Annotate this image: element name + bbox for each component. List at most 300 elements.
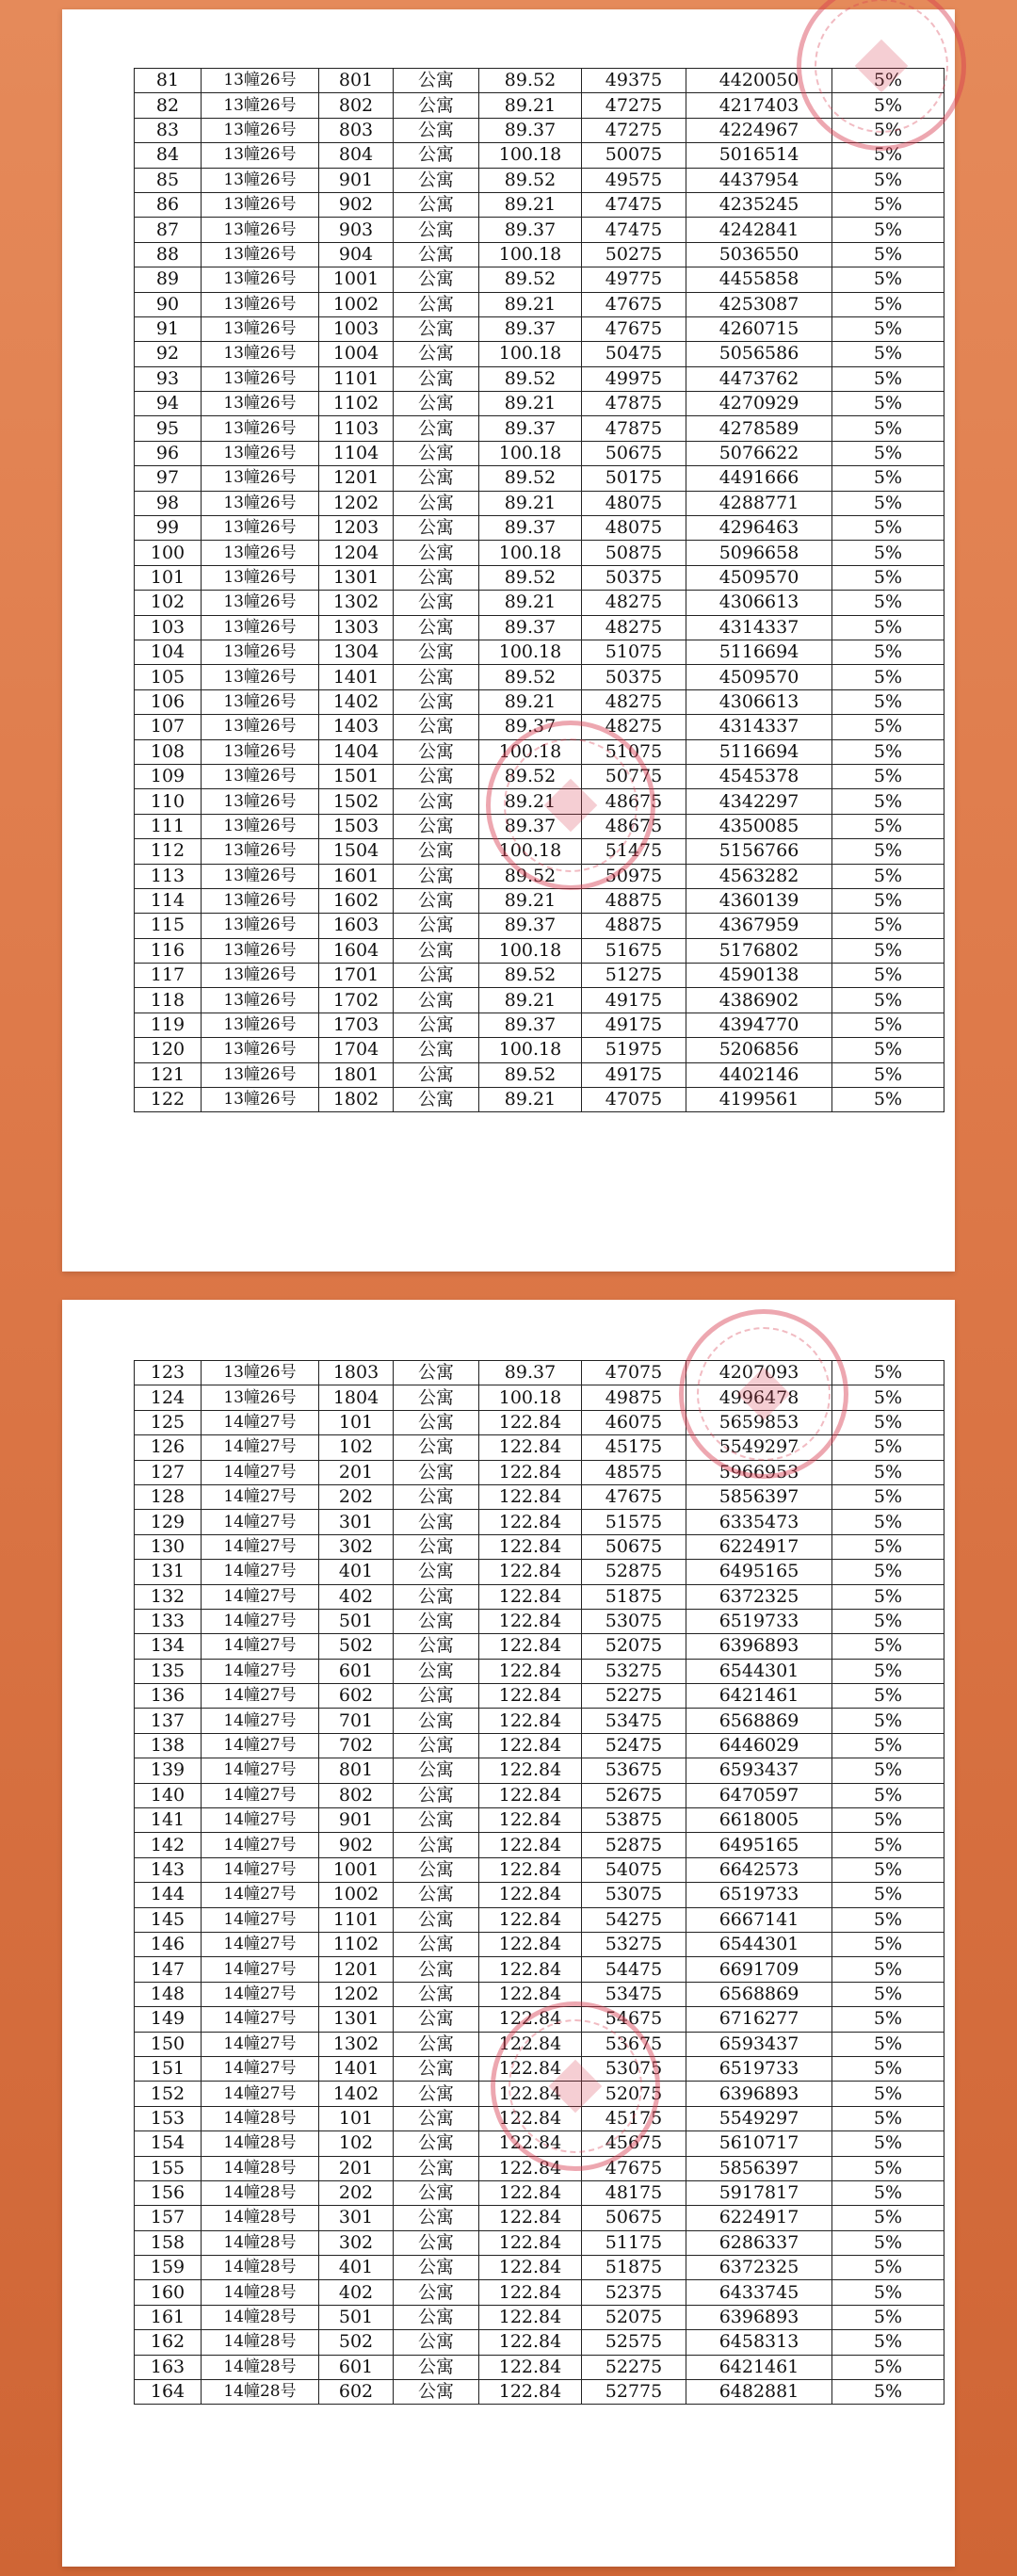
table-cell: 公寓 (394, 665, 479, 689)
table-cell: 155 (135, 2156, 202, 2180)
table-row (135, 192, 944, 217)
table-cell: 14幢27号 (202, 1460, 319, 1484)
table-cell: 14幢27号 (202, 2007, 319, 2032)
table-cell: 1302 (319, 2032, 394, 2056)
table-cell: 14幢27号 (202, 1435, 319, 1460)
table-cell: 5% (832, 1013, 944, 1037)
table-cell: 5% (832, 143, 944, 168)
table-cell: 701 (319, 1709, 394, 1733)
table-cell: 1201 (319, 466, 394, 491)
table-row (135, 2330, 944, 2355)
table-cell: 13幢26号 (202, 689, 319, 714)
table-cell: 5% (832, 988, 944, 1013)
table-cell: 5% (832, 938, 944, 963)
table-cell: 601 (319, 1659, 394, 1683)
table-cell: 5% (832, 739, 944, 764)
table-cell: 5076622 (686, 441, 832, 465)
table-cell: 5% (832, 2280, 944, 2305)
table-cell: 公寓 (394, 392, 479, 416)
table-cell: 公寓 (394, 118, 479, 142)
table-cell: 公寓 (394, 1932, 479, 1956)
table-cell: 6568869 (686, 1709, 832, 1733)
table-cell: 804 (319, 143, 394, 168)
table-cell: 51075 (582, 640, 686, 664)
table-cell: 14幢27号 (202, 1783, 319, 1807)
table-cell: 1202 (319, 491, 394, 515)
table-cell: 118 (135, 988, 202, 1013)
table-cell: 5549297 (686, 1435, 832, 1460)
table-row (135, 1088, 944, 1112)
table-cell: 4360139 (686, 888, 832, 913)
table-cell: 89.52 (479, 466, 582, 491)
table-cell: 公寓 (394, 416, 479, 441)
table-cell: 122.84 (479, 1659, 582, 1683)
table-cell: 14幢27号 (202, 1883, 319, 1907)
table-cell: 601 (319, 2355, 394, 2379)
table-cell: 公寓 (394, 316, 479, 341)
table-cell: 117 (135, 964, 202, 988)
table-cell: 201 (319, 1460, 394, 1484)
table-cell: 202 (319, 1484, 394, 1509)
table-cell: 5% (832, 2380, 944, 2405)
table-cell: 5% (832, 1460, 944, 1484)
table-cell: 6593437 (686, 2032, 832, 2056)
table-cell: 100.18 (479, 143, 582, 168)
table-cell: 47675 (582, 292, 686, 316)
table-cell: 5% (832, 491, 944, 515)
table-cell: 13幢26号 (202, 93, 319, 118)
table-row (135, 1808, 944, 1833)
table-cell: 93 (135, 366, 202, 391)
table-row (135, 1907, 944, 1932)
table-cell: 公寓 (394, 2206, 479, 2230)
table-row (135, 615, 944, 640)
table-cell: 5056586 (686, 342, 832, 366)
table-cell: 4207093 (686, 1361, 832, 1385)
table-cell: 122.84 (479, 1709, 582, 1733)
table-cell: 1401 (319, 665, 394, 689)
table-row (135, 392, 944, 416)
table-cell: 14幢28号 (202, 2256, 319, 2280)
table-cell: 130 (135, 1534, 202, 1559)
table-cell: 90 (135, 292, 202, 316)
table-cell: 122.84 (479, 2256, 582, 2280)
table-row (135, 964, 944, 988)
table-cell: 公寓 (394, 2106, 479, 2130)
table-cell: 1504 (319, 839, 394, 864)
table-cell: 89.52 (479, 764, 582, 788)
table-cell: 4455858 (686, 267, 832, 292)
table-cell: 46075 (582, 1410, 686, 1434)
table-cell: 公寓 (394, 2305, 479, 2329)
table-cell: 公寓 (394, 1584, 479, 1609)
table-cell: 公寓 (394, 2056, 479, 2081)
table-cell: 89.52 (479, 69, 582, 93)
table-cell: 5% (832, 888, 944, 913)
table-cell: 91 (135, 316, 202, 341)
table-cell: 113 (135, 864, 202, 888)
table-cell: 5% (832, 242, 944, 267)
table-cell: 1302 (319, 591, 394, 615)
table-cell: 122.84 (479, 2156, 582, 2180)
table-cell: 5% (832, 2056, 944, 2081)
table-cell: 102 (319, 2131, 394, 2156)
table-cell: 公寓 (394, 93, 479, 118)
table-row (135, 938, 944, 963)
table-cell: 302 (319, 1534, 394, 1559)
table-cell: 146 (135, 1932, 202, 1956)
table-cell: 5% (832, 2330, 944, 2355)
table-cell: 802 (319, 93, 394, 118)
table-cell: 13幢26号 (202, 69, 319, 93)
table-cell: 13幢26号 (202, 1361, 319, 1385)
table-cell: 50375 (582, 665, 686, 689)
table-cell: 1601 (319, 864, 394, 888)
table-cell: 51275 (582, 964, 686, 988)
table-cell: 201 (319, 2156, 394, 2180)
table-cell: 1402 (319, 689, 394, 714)
table-row (135, 914, 944, 938)
table-row (135, 168, 944, 192)
table-cell: 13幢26号 (202, 416, 319, 441)
table-cell: 53875 (582, 1808, 686, 1833)
table-row (135, 143, 944, 168)
table-cell: 4350085 (686, 814, 832, 838)
table-cell: 6691709 (686, 1957, 832, 1982)
table-cell: 901 (319, 1808, 394, 1833)
table-cell: 122.84 (479, 1783, 582, 1807)
table-cell: 107 (135, 715, 202, 739)
table-cell: 4217403 (686, 93, 832, 118)
table-cell: 6458313 (686, 2330, 832, 2355)
table-cell: 5856397 (686, 2156, 832, 2180)
table-cell: 87 (135, 218, 202, 242)
table-cell: 公寓 (394, 466, 479, 491)
table-cell: 13幢26号 (202, 466, 319, 491)
table-cell: 159 (135, 2256, 202, 2280)
table-cell: 5% (832, 1783, 944, 1807)
table-cell: 202 (319, 2180, 394, 2205)
table-cell: 4509570 (686, 665, 832, 689)
table-cell: 53475 (582, 1709, 686, 1733)
table-cell: 14幢27号 (202, 2082, 319, 2106)
table-row (135, 2007, 944, 2032)
table-cell: 142 (135, 1833, 202, 1857)
table-cell: 122.84 (479, 2082, 582, 2106)
table-cell: 82 (135, 93, 202, 118)
table-row (135, 1385, 944, 1410)
table-cell: 6495165 (686, 1560, 832, 1584)
table-cell: 6224917 (686, 1534, 832, 1559)
table-cell: 122.84 (479, 2355, 582, 2379)
table-cell: 52475 (582, 1733, 686, 1758)
table-row (135, 2206, 944, 2230)
table-cell: 54275 (582, 1907, 686, 1932)
table-cell: 114 (135, 888, 202, 913)
table-cell: 6372325 (686, 2256, 832, 2280)
table-cell: 122.84 (479, 2305, 582, 2329)
table-cell: 5% (832, 2206, 944, 2230)
table-cell: 13幢26号 (202, 938, 319, 963)
table-cell: 4296463 (686, 516, 832, 541)
table-cell: 100.18 (479, 342, 582, 366)
table-cell: 公寓 (394, 591, 479, 615)
table-cell: 4590138 (686, 964, 832, 988)
table-cell: 602 (319, 2380, 394, 2405)
table-cell: 4437954 (686, 168, 832, 192)
table-cell: 100.18 (479, 242, 582, 267)
table-cell: 公寓 (394, 491, 479, 515)
table-cell: 5% (832, 1709, 944, 1733)
table-cell: 公寓 (394, 1484, 479, 1509)
table-cell: 公寓 (394, 2180, 479, 2205)
table-cell: 13幢26号 (202, 491, 319, 515)
table-row (135, 516, 944, 541)
table-cell: 公寓 (394, 864, 479, 888)
table-cell: 5% (832, 292, 944, 316)
table-cell: 1202 (319, 1982, 394, 2006)
table-cell: 公寓 (394, 541, 479, 565)
table-cell: 138 (135, 1733, 202, 1758)
table-cell: 公寓 (394, 1634, 479, 1659)
table-cell: 1703 (319, 1013, 394, 1037)
table-cell: 402 (319, 1584, 394, 1609)
table-row (135, 1510, 944, 1534)
table-cell: 53275 (582, 1932, 686, 1956)
table-cell: 4242841 (686, 218, 832, 242)
table-cell: 119 (135, 1013, 202, 1037)
table-cell: 5% (832, 2230, 944, 2255)
table-cell: 47075 (582, 1361, 686, 1385)
table-cell: 1701 (319, 964, 394, 988)
table-row (135, 1435, 944, 1460)
table-cell: 1804 (319, 1385, 394, 1410)
table-cell: 801 (319, 1758, 394, 1783)
table-cell: 100.18 (479, 541, 582, 565)
price-table-page-2 (134, 1360, 944, 2405)
table-cell: 47475 (582, 218, 686, 242)
table-cell: 5% (832, 441, 944, 465)
table-cell: 501 (319, 1609, 394, 1633)
table-cell: 6593437 (686, 1758, 832, 1783)
table-cell: 122.84 (479, 2206, 582, 2230)
table-cell: 公寓 (394, 938, 479, 963)
table-cell: 公寓 (394, 1833, 479, 1857)
table-cell: 5% (832, 2131, 944, 2156)
table-cell: 53075 (582, 1609, 686, 1633)
table-cell: 5610717 (686, 2131, 832, 2156)
table-cell: 47875 (582, 392, 686, 416)
table-cell: 89.37 (479, 814, 582, 838)
table-cell: 51475 (582, 839, 686, 864)
table-cell: 13幢26号 (202, 366, 319, 391)
table-cell: 4509570 (686, 565, 832, 590)
table-cell: 14幢27号 (202, 1560, 319, 1584)
table-cell: 702 (319, 1733, 394, 1758)
table-cell: 公寓 (394, 242, 479, 267)
table-cell: 4306613 (686, 689, 832, 714)
table-cell: 1801 (319, 1062, 394, 1087)
table-cell: 158 (135, 2230, 202, 2255)
table-cell: 100.18 (479, 938, 582, 963)
table-cell: 5659853 (686, 1410, 832, 1434)
table-cell: 151 (135, 2056, 202, 2081)
table-cell: 133 (135, 1609, 202, 1633)
table-cell: 5% (832, 366, 944, 391)
table-cell: 公寓 (394, 441, 479, 465)
table-cell: 5% (832, 1435, 944, 1460)
table-cell: 13幢26号 (202, 342, 319, 366)
table-cell: 5% (832, 814, 944, 838)
table-cell: 5116694 (686, 739, 832, 764)
table-cell: 14幢28号 (202, 2330, 319, 2355)
table-cell: 120 (135, 1038, 202, 1062)
table-cell: 116 (135, 938, 202, 963)
table-cell: 5% (832, 689, 944, 714)
table-cell: 47075 (582, 1088, 686, 1112)
table-cell: 153 (135, 2106, 202, 2130)
table-cell: 150 (135, 2032, 202, 2056)
table-cell: 803 (319, 118, 394, 142)
table-cell: 5% (832, 1932, 944, 1956)
table-cell: 5% (832, 342, 944, 366)
table-cell: 公寓 (394, 2230, 479, 2255)
table-cell: 132 (135, 1584, 202, 1609)
table-cell: 89.52 (479, 1062, 582, 1087)
table-cell: 47875 (582, 416, 686, 441)
table-cell: 5% (832, 665, 944, 689)
table-cell: 50375 (582, 565, 686, 590)
table-cell: 164 (135, 2380, 202, 2405)
table-row (135, 1932, 944, 1956)
table-row (135, 839, 944, 864)
table-row (135, 1609, 944, 1633)
table-row (135, 2256, 944, 2280)
table-cell: 48575 (582, 1460, 686, 1484)
table-cell: 122.84 (479, 1684, 582, 1709)
table-cell: 5% (832, 2156, 944, 2180)
table-cell: 50275 (582, 242, 686, 267)
table-cell: 52375 (582, 2280, 686, 2305)
table-cell: 100.18 (479, 441, 582, 465)
table-cell: 89.21 (479, 591, 582, 615)
table-cell: 89.52 (479, 366, 582, 391)
table-cell: 1602 (319, 888, 394, 913)
table-cell: 公寓 (394, 1410, 479, 1434)
table-cell: 502 (319, 1634, 394, 1659)
document-page-2 (62, 1300, 955, 2567)
table-cell: 131 (135, 1560, 202, 1584)
table-cell: 89.52 (479, 665, 582, 689)
table-cell: 156 (135, 2180, 202, 2205)
table-cell: 401 (319, 2256, 394, 2280)
table-cell: 140 (135, 1783, 202, 1807)
table-cell: 5% (832, 764, 944, 788)
table-cell: 13幢26号 (202, 192, 319, 217)
table-cell: 公寓 (394, 964, 479, 988)
table-row (135, 491, 944, 515)
table-cell: 公寓 (394, 1013, 479, 1037)
table-cell: 52075 (582, 2082, 686, 2106)
table-row (135, 1883, 944, 1907)
table-cell: 904 (319, 242, 394, 267)
table-cell: 1204 (319, 541, 394, 565)
table-cell: 5% (832, 2032, 944, 2056)
table-cell: 1702 (319, 988, 394, 1013)
table-cell: 122.84 (479, 1484, 582, 1509)
table-row (135, 789, 944, 814)
table-cell: 50475 (582, 342, 686, 366)
table-cell: 148 (135, 1982, 202, 2006)
table-cell: 51875 (582, 2256, 686, 2280)
table-cell: 公寓 (394, 218, 479, 242)
table-cell: 4314337 (686, 615, 832, 640)
table-cell: 49175 (582, 1013, 686, 1037)
table-cell: 1002 (319, 292, 394, 316)
table-cell: 102 (319, 1435, 394, 1460)
table-row (135, 1783, 944, 1807)
table-cell: 4253087 (686, 292, 832, 316)
table-cell: 801 (319, 69, 394, 93)
table-cell: 公寓 (394, 2082, 479, 2106)
table-cell: 公寓 (394, 143, 479, 168)
table-cell: 122.84 (479, 1435, 582, 1460)
table-cell: 98 (135, 491, 202, 515)
table-cell: 101 (319, 2106, 394, 2130)
table-cell: 83 (135, 118, 202, 142)
table-cell: 122.84 (479, 2280, 582, 2305)
table-cell: 802 (319, 1783, 394, 1807)
table-cell: 5% (832, 914, 944, 938)
table-cell: 122.84 (479, 1907, 582, 1932)
table-cell: 5176802 (686, 938, 832, 963)
table-cell: 14幢27号 (202, 1684, 319, 1709)
table-cell: 48675 (582, 814, 686, 838)
table-cell: 14幢27号 (202, 1758, 319, 1783)
table-cell: 4288771 (686, 491, 832, 515)
table-cell: 100.18 (479, 1038, 582, 1062)
table-cell: 52075 (582, 1634, 686, 1659)
table-cell: 1704 (319, 1038, 394, 1062)
table-cell: 公寓 (394, 914, 479, 938)
document-page-1 (62, 9, 955, 1272)
table-row (135, 715, 944, 739)
table-row (135, 1733, 944, 1758)
table-cell: 109 (135, 764, 202, 788)
table-cell: 14幢27号 (202, 1609, 319, 1633)
table-cell: 5% (832, 466, 944, 491)
table-cell: 100 (135, 541, 202, 565)
table-cell: 6544301 (686, 1932, 832, 1956)
table-row (135, 665, 944, 689)
table-cell: 公寓 (394, 764, 479, 788)
table-cell: 13幢26号 (202, 242, 319, 267)
table-cell: 6618005 (686, 1808, 832, 1833)
table-cell: 89.37 (479, 1361, 582, 1385)
table-cell: 51675 (582, 938, 686, 963)
table-cell: 5% (832, 964, 944, 988)
table-cell: 5% (832, 1957, 944, 1982)
table-cell: 97 (135, 466, 202, 491)
table-cell: 89.37 (479, 615, 582, 640)
table-cell: 124 (135, 1385, 202, 1410)
table-row (135, 1709, 944, 1733)
table-cell: 公寓 (394, 2032, 479, 2056)
table-row (135, 541, 944, 565)
table-cell: 135 (135, 1659, 202, 1683)
table-cell: 公寓 (394, 1783, 479, 1807)
table-cell: 13幢26号 (202, 789, 319, 814)
